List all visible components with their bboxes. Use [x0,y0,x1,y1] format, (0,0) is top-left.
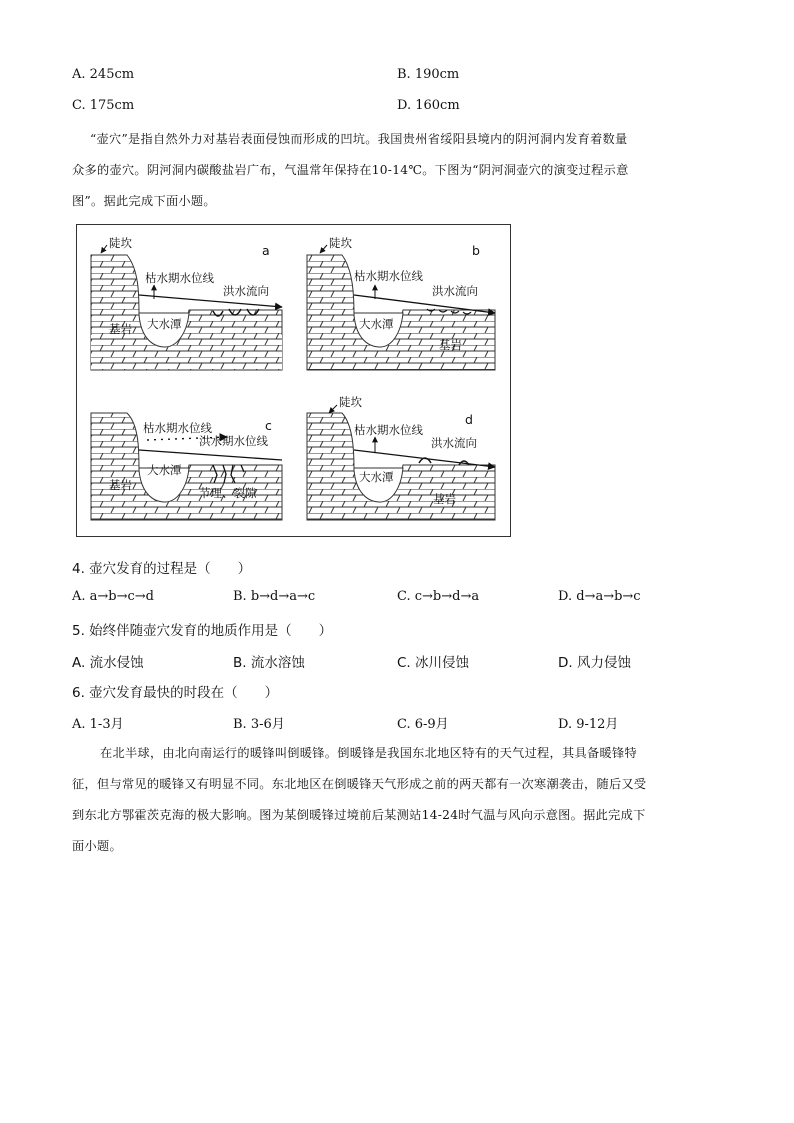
q4-option-a: A. a→b→c→d [72,589,155,604]
option-c-prev: C. 175cm [72,98,135,113]
q6-option-b: B. 3-6月 [233,717,285,732]
panel-a-cliff: 陡坎 [109,236,132,250]
panel-a-tag: a [262,243,270,258]
q6-stem: 6. 壶穴发育最快的时段在（ ） [72,685,279,701]
q4-option-d: D. d→a→b→c [558,589,641,604]
q6-option-a: A. 1-3月 [72,717,124,732]
panel-c-flood-line: 洪水期水位线 [199,434,268,448]
panel-d-tag: d [465,412,473,427]
pothole-evolution-figure [76,224,511,537]
panel-b-pool: 大水潭 [359,317,394,331]
q5-option-d: D. 风力侵蚀 [558,655,631,671]
panel-c [91,413,282,520]
q5-option-a: A. 流水侵蚀 [72,655,144,671]
panel-b [307,236,495,370]
panel-d-pool: 大水潭 [359,470,394,484]
q6-option-c: C. 6-9月 [397,717,449,732]
option-d-prev: D. 160cm [397,98,460,113]
panel-b-flood-dir: 洪水流向 [432,284,478,298]
panel-d-bedrock: 基岩 [433,492,456,506]
option-a-prev: A. 245cm [72,67,135,82]
option-b-prev: B. 190cm [397,67,460,82]
panel-d-flood-dir: 洪水流向 [431,436,477,450]
q5-option-b: B. 流水溶蚀 [233,655,305,671]
panel-a [91,236,282,370]
panel-c-dry-line: 枯水期水位线 [143,421,212,435]
panel-c-tag: c [265,418,272,433]
panel-d-cliff: 陡坎 [339,395,362,409]
q5-stem: 5. 始终伴随壶穴发育的地质作用是（ ） [72,623,333,639]
q5-option-c: C. 冰川侵蚀 [397,655,470,671]
panel-c-bedrock: 基岩 [109,478,132,492]
panel-d [307,395,495,520]
passage2-line2: 征，但与常见的暖锋又有明显不同。东北地区在倒暖锋天气形成之前的两天都有一次寒潮袭击，随后又受 [72,777,647,791]
panel-b-bedrock: 基岩 [439,338,462,352]
panel-a-bedrock: 基岩 [109,322,132,336]
panel-b-dry-line: 枯水期水位线 [354,269,423,283]
q6-option-d: D. 9-12月 [558,717,619,732]
q4-option-b: B. b→d→a→c [233,589,316,604]
passage1-line2: 众多的壶穴。阴河洞内碳酸盐岩广布，气温常年保持在10-14℃。下图为“阴河洞壶穴的演变过程示意 [72,163,629,177]
panel-a-dry-line: 枯水期水位线 [145,271,214,285]
passage1-line3: 图”。据此完成下面小题。 [72,194,216,208]
panel-a-pool: 大水潭 [147,317,182,331]
panel-a-flood-dir: 洪水流向 [223,284,269,298]
panel-b-tag: b [472,243,480,258]
panel-b-cliff: 陡坎 [329,236,352,250]
panel-c-joints: 节理、裂隙 [199,486,257,500]
passage2-line4: 面小题。 [72,839,122,853]
passage2-line1: 在北半球，由北向南运行的暖锋叫倒暖锋。倒暖锋是我国东北地区特有的天气过程，其具备暖锋特 [100,746,637,760]
panel-c-pool: 大水潭 [147,463,182,477]
passage1-line1: “壶穴”是指自然外力对基岩表面侵蚀而形成的凹坑。我国贵州省绥阳县境内的阴河洞内发育着数量 [90,132,628,146]
panel-d-dry-line: 枯水期水位线 [354,423,423,437]
q4-stem: 4. 壶穴发育的过程是（ ） [72,561,252,577]
q4-option-c: C. c→b→d→a [397,589,480,604]
passage2-line3: 到东北方鄂霍茨克海的极大影响。图为某倒暖锋过境前后某测站14-24时气温与风向示意图。据此完成下 [72,808,646,822]
